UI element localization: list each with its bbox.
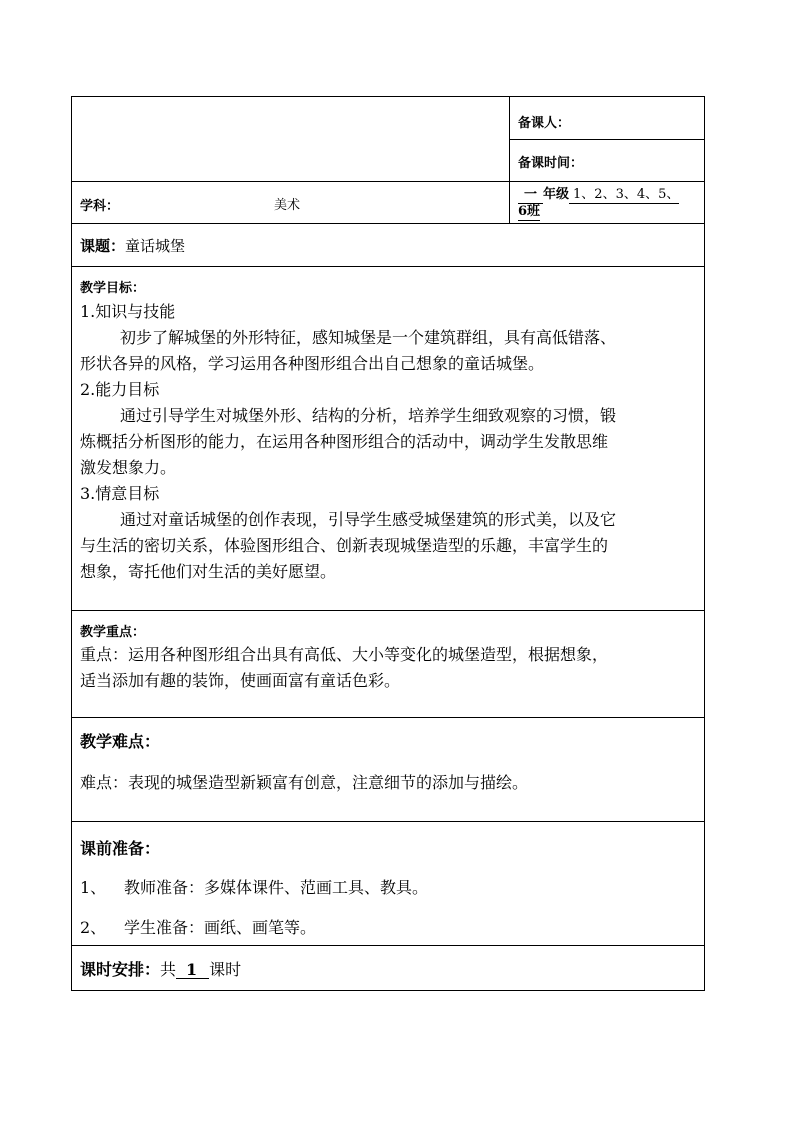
grade-line-1 bbox=[518, 183, 679, 204]
key-points-text-line-1: 重点：运用各种图形组合出具有高低、大小等变化的城堡造型，根据想象， bbox=[80, 645, 609, 664]
objective-2-text-line-1: 通过引导学生对城堡外形、结构的分析，培养学生细致观察的习惯，锻 bbox=[120, 406, 617, 425]
topic-value: 童话城堡 bbox=[125, 237, 186, 255]
grade-classes-2: 6班 bbox=[518, 204, 541, 219]
key-points-body bbox=[80, 642, 702, 694]
objective-1-title: 1.知识与技能 bbox=[80, 302, 176, 321]
schedule-row bbox=[71, 945, 705, 991]
objective-3-title: 3.情意目标 bbox=[80, 484, 160, 503]
grade-classes: 1、2、3、4、5、 bbox=[569, 186, 679, 204]
objective-3-text-line-3: 想象，寄托他们对生活的美好愿望。 bbox=[80, 562, 337, 581]
preparer-label: 备课人： bbox=[518, 116, 571, 131]
objective-1-text-line-1: 初步了解城堡的外形特征，感知城堡是一个建筑群组，具有高低错落、 bbox=[120, 328, 617, 347]
objective-2-text-line-3: 激发想象力。 bbox=[80, 458, 177, 477]
time-cell bbox=[510, 140, 704, 181]
preparation-label: 课前准备： bbox=[80, 839, 161, 858]
objective-1-text-line-2: 形状各异的风格，学习运用各种图形组合出自己想象的童话城堡。 bbox=[80, 354, 545, 373]
time-label: 备课时间： bbox=[518, 156, 584, 171]
subject-row bbox=[71, 181, 705, 224]
preparation-item-2-num: 2、 bbox=[80, 918, 107, 937]
preparation-item-1-text: 教师准备：多媒体课件、范画工具、教具。 bbox=[124, 878, 429, 897]
objective-2-text-line-2: 炼概括分析图形的能力，在运用各种图形组合的活动中，调动学生发散思维 bbox=[80, 432, 609, 451]
schedule-prefix: 共 bbox=[160, 960, 177, 979]
objective-2-title: 2.能力目标 bbox=[80, 380, 160, 399]
difficulties-label: 教学难点： bbox=[80, 732, 161, 751]
difficulties-text: 难点：表现的城堡造型新颖富有创意，注意细节的添加与描绘。 bbox=[80, 773, 529, 792]
key-points-text-line-2: 适当添加有趣的装饰，使画面富有童话色彩。 bbox=[80, 671, 401, 690]
subject-value: 美术 bbox=[274, 198, 301, 213]
grade-prefix: 一 bbox=[518, 186, 543, 204]
schedule-text bbox=[80, 957, 241, 980]
objective-3-text-line-2: 与生活的密切关系，体验图形组合、创新表现城堡造型的乐趣，丰富学生的 bbox=[80, 536, 609, 555]
topic-row bbox=[71, 223, 705, 267]
preparation-item-2-text: 学生准备：画纸、画笔等。 bbox=[124, 918, 317, 937]
objectives-body bbox=[80, 299, 702, 585]
preparation-item-1-num: 1、 bbox=[80, 878, 107, 897]
header-row bbox=[71, 96, 705, 182]
preparation-item-1 bbox=[80, 875, 428, 898]
key-points-row bbox=[71, 610, 705, 718]
objective-3-text-line-1: 通过对童话城堡的创作表现，引导学生感受城堡建筑的形式美，以及它 bbox=[120, 510, 617, 529]
schedule-label: 课时安排： bbox=[80, 960, 161, 979]
subject-label: 学科： bbox=[80, 199, 120, 214]
preparation-row bbox=[71, 821, 705, 946]
difficulties-row bbox=[71, 717, 705, 822]
topic-label: 课题： bbox=[80, 237, 126, 255]
key-points-label: 教学重点： bbox=[80, 625, 146, 640]
objectives-label: 教学目标： bbox=[80, 281, 146, 296]
objectives-row bbox=[71, 266, 705, 611]
preparer-cell bbox=[510, 97, 704, 140]
preparation-item-2 bbox=[80, 915, 316, 938]
grade-line-2 bbox=[518, 203, 540, 221]
schedule-suffix: 课时 bbox=[209, 960, 242, 979]
grade-cell bbox=[509, 182, 705, 223]
schedule-count: 1 bbox=[176, 961, 209, 979]
topic-text bbox=[80, 235, 185, 256]
grade-label: 年级 bbox=[543, 187, 570, 202]
title-cell bbox=[72, 97, 510, 181]
